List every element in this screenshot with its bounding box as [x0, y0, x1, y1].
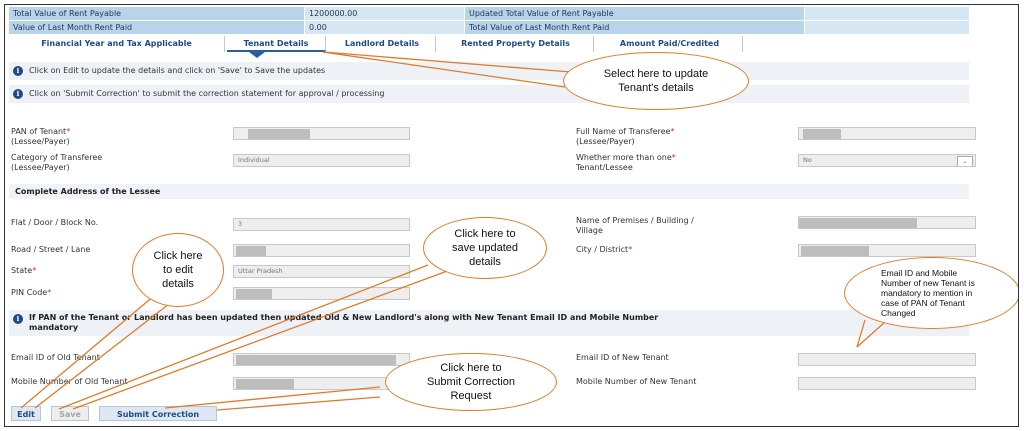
last-month-rent-label: Value of Last Month Rent Paid: [9, 21, 305, 34]
chevron-down-icon: ⌄: [957, 156, 973, 167]
info-icon: i: [13, 66, 23, 76]
state-select[interactable]: Uttar Pradesh: [233, 265, 410, 278]
callout-email: Email ID and Mobile Number of new Tenant is mandatory to mention in case of PAN of Tenant Changed: [844, 257, 1019, 329]
address-section-header: Complete Address of the Lessee: [9, 184, 969, 199]
last-month-rent-value: 0.00: [305, 21, 465, 34]
email-new-label: Email ID of New Tenant: [576, 353, 669, 362]
premises-label: Name of Premises / Building / Village: [576, 216, 694, 235]
callout-tenant-tab: Select here to update Tenant's details: [563, 52, 749, 110]
pan-change-note-text: If PAN of the Tenant or Landlord has been updated then updated Old & New Landlord's along with New Tenant Email ID and Mobile Number mandatory: [29, 313, 659, 332]
info-icon: i: [13, 314, 23, 324]
full-name-label: Full Name of Transferee* (Lessee/Payer): [576, 127, 675, 146]
state-label: State*: [11, 266, 37, 275]
email-old-label: Email ID of Old Tenant: [11, 353, 100, 362]
info-edit-text: Click on Edit to update the details and click on 'Save' to Save the updates: [29, 66, 326, 75]
flat-field[interactable]: 3: [233, 218, 410, 231]
mobile-old-label: Mobile Number of Old Tenant: [11, 377, 128, 386]
save-button[interactable]: Save: [51, 406, 89, 421]
tab-financial-year[interactable]: Financial Year and Tax Applicable: [9, 36, 225, 52]
pan-tenant-label: PAN of Tenant* (Lessee/Payer): [11, 127, 71, 146]
category-label: Category of Transferee (Lessee/Payer): [11, 153, 103, 172]
total-rent-payable-value: 1200000.00: [305, 7, 465, 20]
multi-tenant-label: Whether more than one* Tenant/Lessee: [576, 153, 676, 172]
tab-rented-property-details[interactable]: Rented Property Details: [438, 36, 594, 52]
info-icon: i: [13, 89, 23, 99]
road-label: Road / Street / Lane: [11, 245, 91, 254]
total-last-month-rent-label: Total Value of Last Month Rent Paid: [465, 21, 805, 34]
info-submit-text: Click on 'Submit Correction' to submit the correction statement for approval / processing: [29, 89, 385, 98]
flat-label: Flat / Door / Block No.: [11, 218, 99, 227]
multi-tenant-select[interactable]: No ⌄: [798, 154, 976, 167]
callout-submit: Click here to Submit Correction Request: [385, 353, 557, 411]
pin-label: PIN Code*: [11, 288, 52, 297]
tab-landlord-details[interactable]: Landlord Details: [329, 36, 436, 52]
submit-correction-button[interactable]: Submit Correction: [99, 406, 217, 421]
mobile-new-label: Mobile Number of New Tenant: [576, 377, 697, 386]
callout-edit: Click here to edit details: [132, 233, 224, 307]
edit-button[interactable]: Edit: [11, 406, 41, 421]
callout-save: Click here to save updated details: [423, 217, 547, 279]
tab-tenant-details[interactable]: Tenant Details: [227, 36, 326, 52]
tab-amount-paid[interactable]: Amount Paid/Credited: [597, 36, 743, 52]
updated-total-rent-payable-label: Updated Total Value of Rent Payable: [465, 7, 805, 20]
category-field[interactable]: Individual: [233, 154, 410, 167]
screenshot-frame: [4, 4, 1019, 427]
total-rent-payable-label: Total Value of Rent Payable: [9, 7, 305, 20]
city-label: City / District*: [576, 245, 633, 254]
